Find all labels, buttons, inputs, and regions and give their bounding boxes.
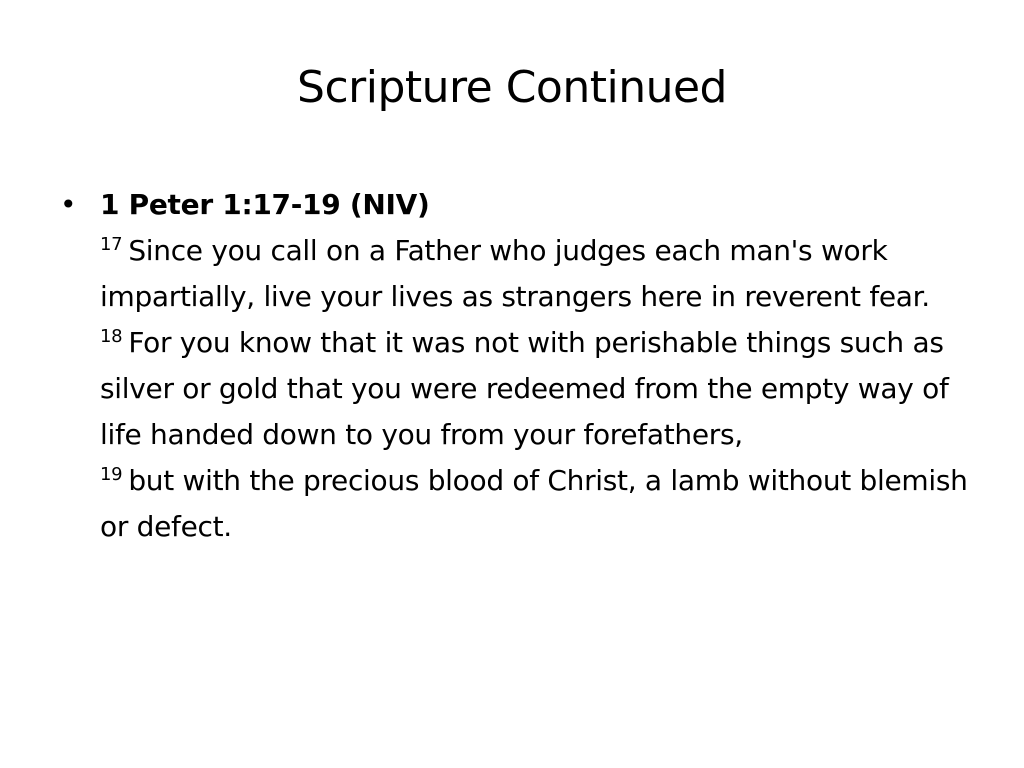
verse-19 xyxy=(100,458,975,550)
verse-text: Since you call on a Father who judges each man's work impartially, live your lives as strangers here in reverent fear. xyxy=(100,234,930,313)
scripture-reference: 1 Peter 1:17-19 (NIV) xyxy=(100,188,430,221)
verse-text: but with the precious blood of Christ, a lamb without blemish or defect. xyxy=(100,464,968,543)
slide-content xyxy=(60,182,975,550)
verse-number: 18 xyxy=(100,325,123,347)
verse-17 xyxy=(100,228,975,320)
verse-18 xyxy=(100,320,975,458)
verse-number: 17 xyxy=(100,233,123,255)
bullet-icon: • xyxy=(60,188,77,221)
verse-text: For you know that it was not with perishable things such as silver or gold that you were redeemed from the empty way of life handed down to you from your forefathers, xyxy=(100,326,949,451)
bullet-body xyxy=(100,182,975,550)
bullet-item xyxy=(60,182,975,550)
slide-title: Scripture Continued xyxy=(297,62,727,113)
verse-number: 19 xyxy=(100,463,123,485)
